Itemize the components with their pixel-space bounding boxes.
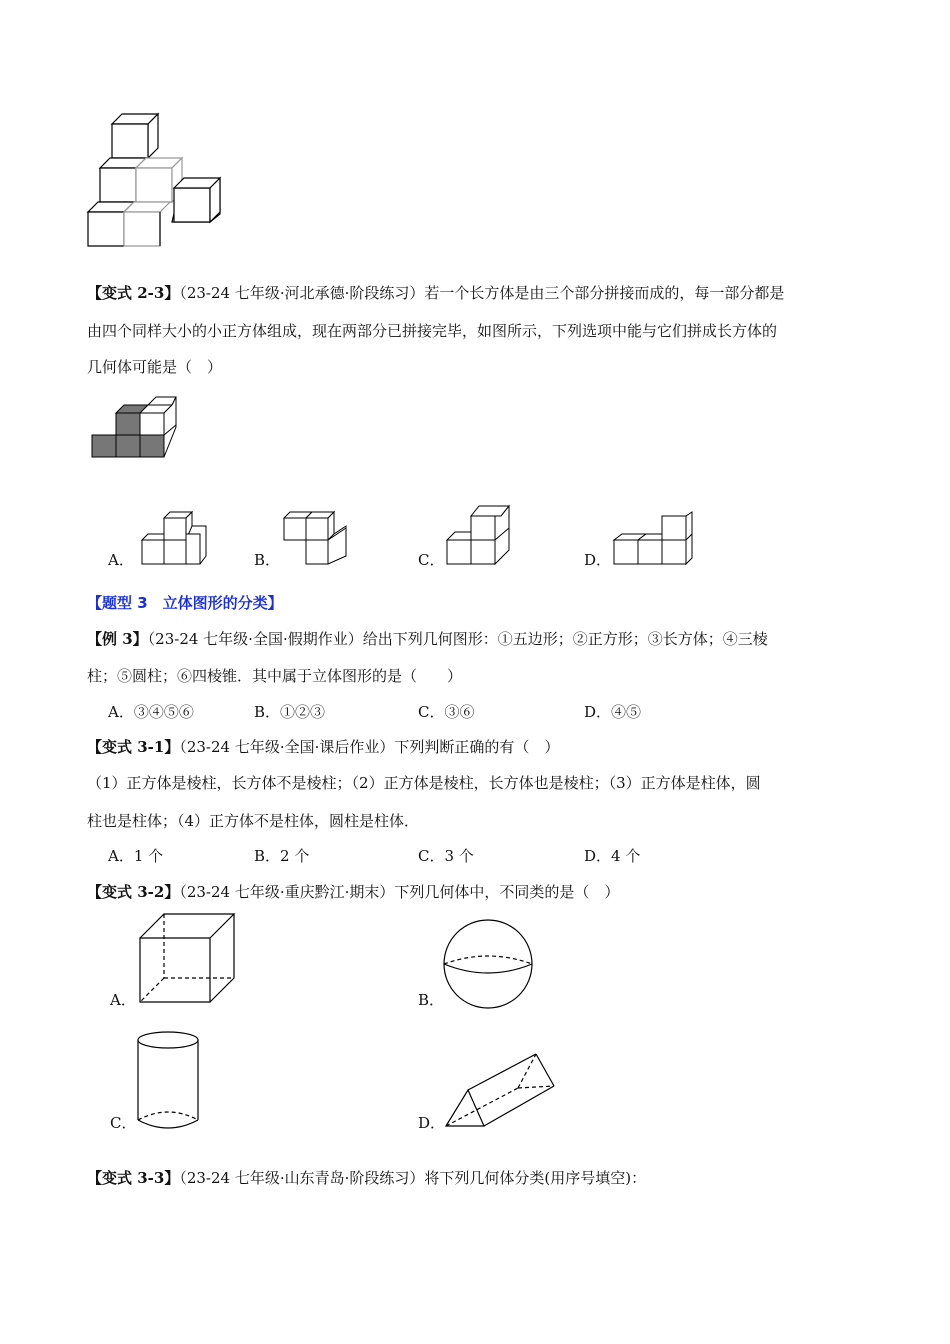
q2-3-option-d-figure: [612, 510, 696, 566]
q3-1-option-c[interactable]: C．3 个: [418, 847, 474, 865]
q3-2-sphere-figure: [442, 918, 534, 1010]
q3-2-tag: 【变式 3-2】: [87, 883, 180, 901]
q3-3-source: （23-24 七年级·山东青岛·阶段练习）: [179, 1169, 425, 1187]
q3-1-line1: [87, 737, 559, 757]
q2-3-line2: 由四个同样大小的小正方体组成，现在两部分已拼接完毕，如图所示，下列选项中能与它们拼成长方体的: [87, 322, 778, 340]
q3-1-option-b[interactable]: B．2 个: [254, 847, 310, 865]
q3-2-option-b[interactable]: B．: [418, 991, 445, 1009]
q3-2-option-d[interactable]: D．: [418, 1114, 446, 1132]
q2-3-option-b[interactable]: B．: [254, 551, 281, 569]
q3-1-line3: 柱也是柱体；（4）正方体不是柱体，圆柱是柱体．: [87, 812, 420, 830]
q2-3-option-a[interactable]: A．: [108, 551, 134, 569]
q3-1-option-a[interactable]: A．1 个: [108, 847, 164, 865]
q3-3-line1: [87, 1168, 646, 1188]
q2-3-option-b-figure: [280, 508, 350, 566]
q3-2-prism-figure: [444, 1050, 560, 1130]
ex3-text1: 给出下列几何图形：①五边形；②正方形；③长方体；④三棱: [362, 630, 768, 648]
ex3-source: （23-24 七年级·全国·假期作业）: [147, 630, 363, 648]
q2-3-option-c[interactable]: C．: [418, 551, 445, 569]
q3-1-source: （23-24 七年级·全国·课后作业）: [179, 738, 395, 756]
q2-3-source: （23-24 七年级·河北承德·阶段练习）: [179, 284, 425, 302]
q2-3-line1: [87, 283, 784, 303]
q3-2-option-a[interactable]: A．: [110, 991, 136, 1009]
stacked-cubes-figure: [80, 110, 230, 250]
q3-3-text1: 将下列几何体分类(用序号填空)：: [424, 1169, 647, 1187]
ex3-option-b[interactable]: B．①②③: [254, 703, 326, 721]
ex3-option-c[interactable]: C．③⑥: [418, 703, 475, 721]
q3-3-tag: 【变式 3-3】: [87, 1169, 180, 1187]
ex3-line1: [87, 629, 768, 649]
q2-3-option-d[interactable]: D．: [584, 551, 612, 569]
q3-2-line1: [87, 882, 619, 902]
ex3-option-d[interactable]: D．④⑤: [584, 703, 642, 721]
q2-3-line3: 几何体可能是（ ）: [87, 358, 223, 376]
q2-3-given-figure: [90, 393, 180, 459]
q3-1-tag: 【变式 3-1】: [87, 738, 180, 756]
q3-2-cube-figure: [138, 912, 238, 1006]
q3-2-source: （23-24 七年级·重庆黔江·期末）: [179, 883, 395, 901]
q2-3-option-a-figure: [140, 510, 210, 566]
q3-1-option-d[interactable]: D．4 个: [584, 847, 641, 865]
q3-2-text1: 下列几何体中，不同类的是（ ）: [394, 883, 620, 901]
section-3-title: 【题型 3 立体图形的分类】: [87, 594, 283, 612]
ex3-option-a[interactable]: A．③④⑤⑥: [108, 703, 194, 721]
q2-3-tag: 【变式 2-3】: [87, 284, 180, 302]
q2-3-option-c-figure: [445, 502, 515, 566]
ex3-tag: 【例 3】: [87, 630, 148, 648]
q3-1-text1: 下列判断正确的有（ ）: [394, 738, 560, 756]
q3-1-line2: （1）正方体是棱柱，长方体不是棱柱；（2）正方体是棱柱，长方体也是棱柱；（3）正方体是柱体，圆: [87, 774, 761, 792]
q3-2-option-c[interactable]: C．: [110, 1114, 137, 1132]
q2-3-text1: 若一个长方体是由三个部分拼接而成的，每一部分都是: [424, 284, 785, 302]
q3-2-cylinder-figure: [136, 1030, 200, 1132]
ex3-line2: 柱；⑤圆柱；⑥四棱锥．其中属于立体图形的是（ ）: [87, 667, 463, 685]
